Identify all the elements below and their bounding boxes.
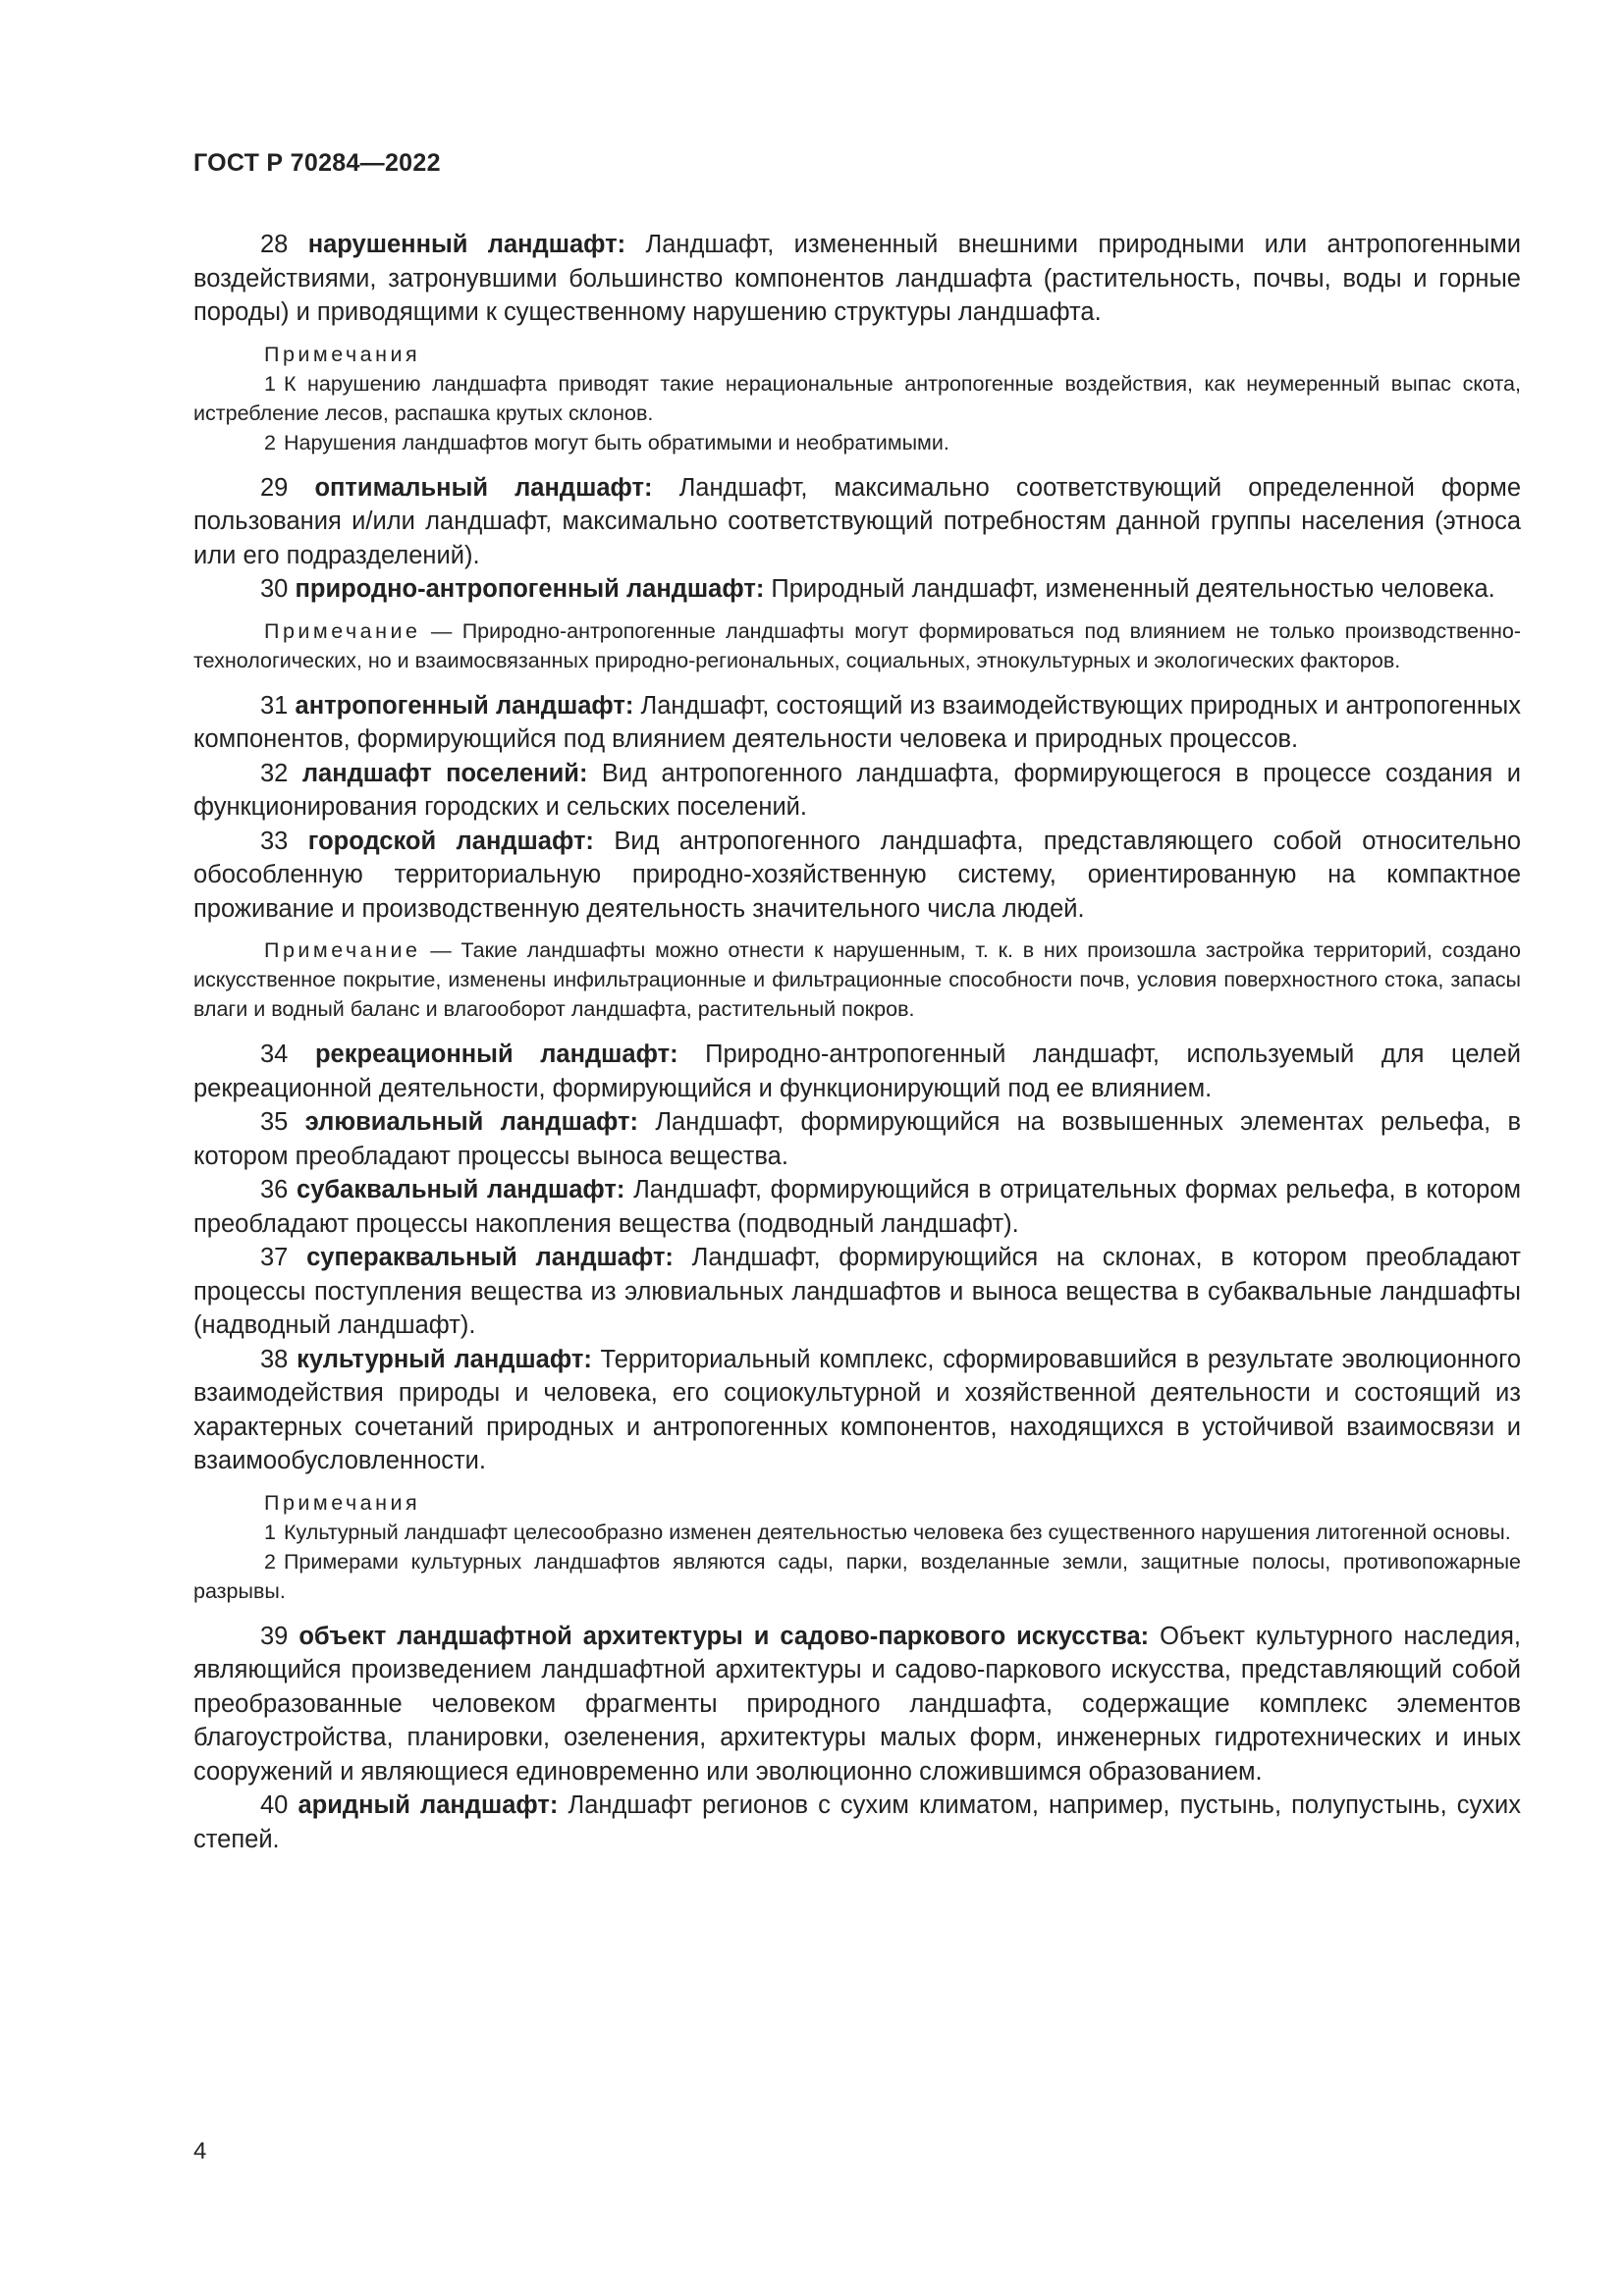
note-number: 1 [264, 371, 276, 396]
note-item [193, 1547, 1521, 1606]
note-number: 1 [264, 1520, 276, 1544]
term-number: 35 [260, 1108, 289, 1136]
note-block-28 [193, 340, 1521, 457]
document-body [193, 228, 1521, 1856]
term-definition: Ландшафт, максимально соответствующий определенной форме пользования и/или ландшафт, максимально соответствующий потребностям данной группы населения (этноса или его подразделений). [193, 473, 1521, 569]
term-entry-35 [193, 1105, 1521, 1173]
note-item [193, 428, 1521, 457]
note-label: Примечание [264, 938, 421, 962]
term-definition: Вид антропогенного ландшафта, представляющего собой относительно обособленную территориальную природно-хозяйственную систему, ориентированную на компактное проживание и производственную деятельность значительного числа людей. [193, 827, 1522, 923]
term-name: рекреационный ландшафт: [314, 1041, 678, 1068]
term-name: элювиальный ландшафт: [304, 1108, 639, 1136]
term-number: 28 [260, 231, 289, 258]
term-number: 34 [260, 1041, 289, 1068]
term-name: супераквальный ландшафт: [306, 1244, 674, 1271]
term-entry-34 [193, 1038, 1521, 1105]
note-text: — Природно-антропогенные ландшафты могут формироваться под влиянием не только производственно-технологических, но и взаимосвязанных природно-региональных, социальных, этнокультурных и экологических факторов. [193, 618, 1521, 672]
term-entry-33 [193, 825, 1521, 927]
term-definition: Ландшафт, измененный внешними природными или антропогенными воздействиями, затронувшими большинство компонентов ландшафта (растительность, почвы, воды и горные породы) и приводящими к существенному нарушению структуры ландшафта. [193, 231, 1521, 326]
term-definition: Территориальный комплекс, сформировавшийся в результате эволюционного взаимодействия природы и человека, его социокультурной и хозяйственной деятельности и состоящий из характерных сочетаний природных и антропогенных компонентов, находящихся в устойчивой взаимосвязи и взаимообусловленности. [193, 1345, 1521, 1474]
note-text: — Такие ландшафты можно отнести к нарушенным, т. к. в них произошла застройка территорий, создано искусственное покрытие, изменены инфильтрационные и фильтрационные способности почв, условия поверхностного стока, запасы влаги и водный баланс и влагооборот ландшафта, растительный покров. [193, 938, 1521, 1021]
term-number: 31 [260, 691, 289, 720]
note-number: 2 [264, 430, 276, 454]
note-text: Культурный ландшафт целесообразно изменен деятельностью человека без существенного нарушения литогенной основы. [283, 1520, 1511, 1544]
term-name: антропогенный ландшафт: [295, 691, 634, 720]
note-inline [193, 616, 1521, 675]
term-definition: Объект культурного наследия, являющийся произведением ландшафтной архитектуры и садово-паркового искусства, представляющий собой преобразованные человеком фрагменты природного ландшафта, содержащие комплекс элементов благоустройства, планировки, озеленения, архитектуры малых форм, инженерных гидротехнических и иных сооружений и являющиеся единовременно или эволюционно сложившимся образованием. [193, 1622, 1521, 1786]
term-name: ландшафт поселений: [301, 759, 588, 787]
term-entry-39 [193, 1620, 1521, 1789]
note-title: Примечания [264, 1490, 421, 1515]
term-number: 29 [260, 473, 289, 502]
term-name: аридный ландшафт: [298, 1791, 559, 1819]
term-definition: Вид антропогенного ландшафта, формирующегося в процессе создания и функционирования городских и сельских поселений. [193, 759, 1521, 821]
term-number: 39 [260, 1622, 289, 1650]
term-name: культурный ландшафт: [297, 1345, 592, 1373]
term-entry-36 [193, 1173, 1521, 1241]
term-definition: Ландшафт, формирующийся в отрицательных формах рельефа, в котором преобладают процессы накопления вещества (подводный ландшафт). [193, 1176, 1522, 1238]
term-entry-30 [193, 572, 1521, 607]
term-number: 36 [260, 1176, 289, 1203]
note-number: 2 [264, 1549, 276, 1574]
term-definition: Ландшафт, формирующийся на склонах, в котором преобладают процессы поступления вещества из элювиальных ландшафтов и выноса вещества в субаквальные ландшафты (надводный ландшафт). [193, 1244, 1521, 1339]
note-text: К нарушению ландшафта приводят такие нерациональные антропогенные воздействия, как неумеренный выпас скота, истребление лесов, распашка крутых склонов. [193, 371, 1521, 425]
term-definition: Природный ландшафт, измененный деятельностью человека. [771, 575, 1495, 603]
page-number: 4 [193, 2138, 207, 2164]
note-block-38 [193, 1488, 1521, 1606]
note-text: Нарушения ландшафтов могут быть обратимыми и необратимыми. [283, 430, 949, 454]
term-number: 38 [260, 1345, 289, 1373]
term-name: природно-антропогенный ландшафт: [295, 575, 765, 603]
term-name: нарушенный ландшафт: [307, 231, 626, 258]
note-item [193, 1518, 1521, 1547]
term-number: 37 [260, 1244, 289, 1271]
term-number: 32 [260, 759, 289, 787]
term-entry-38 [193, 1343, 1521, 1478]
term-number: 33 [260, 827, 289, 855]
term-definition: Ландшафт регионов с сухим климатом, например, пустынь, полупустынь, сухих степей. [193, 1791, 1521, 1853]
term-definition: Ландшафт, состоящий из взаимодействующих природных и антропогенных компонентов, формирующийся под влиянием деятельности человека и природных процессов. [193, 691, 1521, 753]
document-code-header: ГОСТ Р 70284—2022 [193, 149, 441, 177]
note-block-33 [193, 935, 1521, 1024]
note-text: Примерами культурных ландшафтов являются сады, парки, возделанные земли, защитные полосы, противопожарные разрывы. [193, 1549, 1521, 1603]
term-entry-29 [193, 471, 1521, 573]
term-definition: Природно-антропогенный ландшафт, используемый для целей рекреационной деятельности, формирующийся и функционирующий под ее влиянием. [193, 1041, 1521, 1102]
term-entry-31 [193, 689, 1521, 757]
term-number: 30 [260, 575, 289, 603]
term-name: городской ландшафт: [307, 827, 594, 855]
note-inline [193, 935, 1521, 1024]
term-entry-32 [193, 757, 1521, 825]
term-entry-28 [193, 228, 1521, 330]
note-item [193, 369, 1521, 428]
term-name: субаквальный ландшафт: [297, 1176, 625, 1203]
term-name: оптимальный ландшафт: [314, 473, 653, 502]
note-block-30 [193, 616, 1521, 675]
term-number: 40 [260, 1791, 289, 1819]
term-name: объект ландшафтной архитектуры и садово-паркового искусства: [298, 1622, 1150, 1650]
term-entry-37 [193, 1241, 1521, 1343]
note-title: Примечания [264, 342, 421, 366]
term-definition: Ландшафт, формирующийся на возвышенных элементах рельефа, в котором преобладают процессы выноса вещества. [193, 1108, 1521, 1170]
term-entry-40 [193, 1789, 1521, 1856]
note-label: Примечание [264, 618, 421, 643]
